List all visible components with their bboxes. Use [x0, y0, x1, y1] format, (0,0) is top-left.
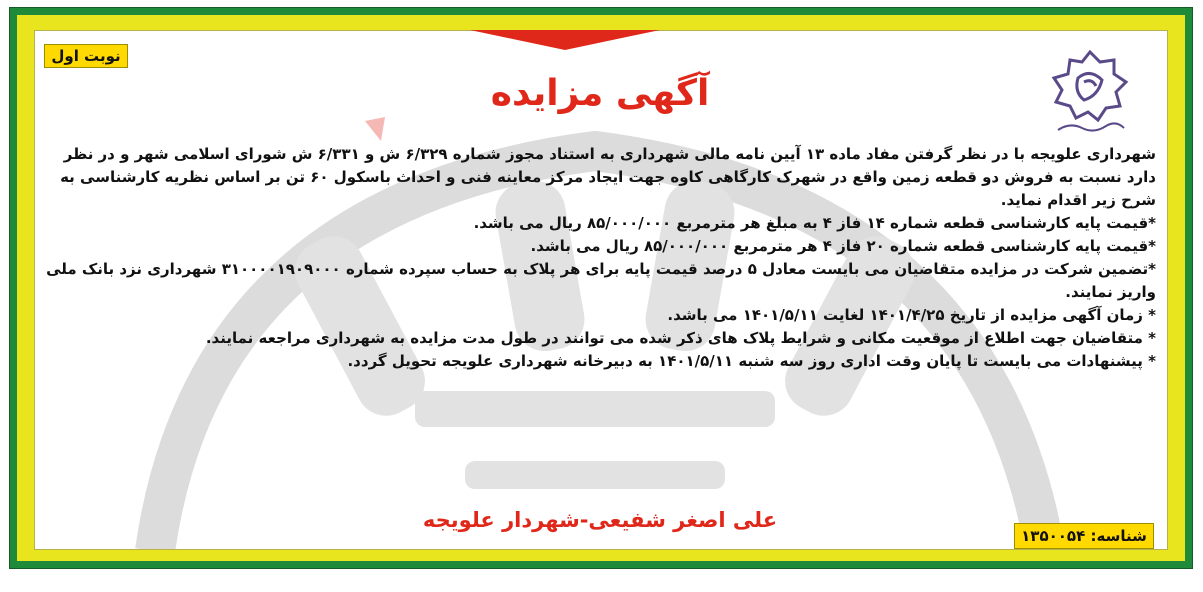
- item-plot-14-price: *قیمت پایه کارشناسی قطعه شماره ۱۴ فاز ۴ به مبلغ هر مترمربع ۸۵/۰۰۰/۰۰۰ ریال می باشد.: [473, 214, 1156, 232]
- notice-title: آگهی مزایده: [490, 73, 710, 114]
- municipality-logo-icon: [1040, 48, 1140, 138]
- item-notice-period: * زمان آگهی مزایده از تاریخ ۱۴۰۱/۴/۲۵ لغایت ۱۴۰۱/۵/۱۱ می باشد.: [667, 306, 1156, 324]
- signature-line: علی اصغر شفیعی-شهردار علویجه: [422, 508, 778, 532]
- id-badge: شناسه: ۱۳۵۰۰۵۴: [1014, 523, 1154, 549]
- top-red-ribbon: [470, 30, 660, 50]
- notice-body: [44, 143, 1156, 373]
- item-plot-20-price: *قیمت پایه کارشناسی قطعه شماره ۲۰ فاز ۴ هر مترمربع ۸۵/۰۰۰/۰۰۰ ریال می باشد.: [530, 237, 1156, 255]
- item-site-info: * متقاضیان جهت اطلاع از موقعیت مکانی و شرایط پلاک های ذکر شده می توانند در طول مدت مزایده به شهرداری مراجعه نمایند.: [205, 329, 1156, 347]
- round-label-badge: نوبت اول: [44, 44, 128, 68]
- item-guarantee: *تضمین شرکت در مزایده متقاضیان می بایست معادل ۵ درصد قیمت پایه برای هر پلاک به حساب سپرده شماره ۳۱۰۰۰۰۱۹۰۹۰۰۰ شهرداری نزد بانک ملی واریز نمایند.: [46, 260, 1156, 301]
- intro-paragraph: شهرداری علویجه با در نظر گرفتن مفاد ماده ۱۳ آیین نامه مالی شهرداری به استناد مجوز شماره ۶/۳۲۹ ش و ۶/۳۳۱ ش شورای اسلامی شهر و در نظر دارد نسبت به فروش دو قطعه زمین واقع در شهرک کارگاهی کاوه جهت ایجاد مرکز معاینه فنی و احداث باسکول ۶۰ تن بر اساس نظریه کارشناسی به شرح زیر اقدام نماید.: [60, 145, 1156, 209]
- item-submission-deadline: * پیشنهادات می بایست تا پایان وقت اداری روز سه شنبه ۱۴۰۱/۵/۱۱ به دبیرخانه شهرداری علویجه تحویل گردد.: [347, 352, 1156, 370]
